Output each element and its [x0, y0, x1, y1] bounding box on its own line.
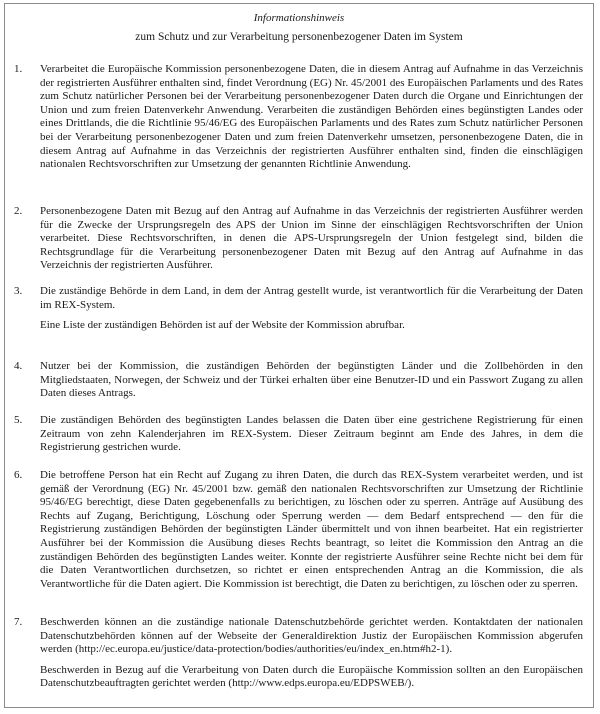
item-paragraph: Verarbeitet die Europäische Kommission personenbezogene Daten, die in diesem Antrag auf Aufnahme in das Verzeichnis der registrierten Ausführer enthalten sind, findet Verordnung (EG) Nr. 45/2001 des Europäischen Parlaments und des Rates zum Schutz natürlicher Personen bei der Verarbeitung personenbezogener Daten durch die Organe und Einrichtungen der Union und zum freien Datenverkehr Anwendung. Verarbeiten die zuständigen Behörden eines begünstigten Landes oder eines Drittlands, die die Richtlinie 95/46/EG des Europäischen Parlaments und des Rates zum Schutz natürlicher Personen bei der Verarbeitung personenbezogener Daten und zum freien Datenverkehr umsetzen, personenbezogene Daten, die in diesem Antrag auf Aufnahme in das Verzeichnis der registrierten Ausführer enthalten sind, finden die einschlägigen nationalen Rechtsvorschriften zur Umsetzung der genannten Richtlinie Anwendung. [40, 63, 583, 171]
notice-item-2 [5, 205, 593, 273]
notice-item-1 [5, 63, 593, 172]
item-paragraph: Beschwerden in Bezug auf die Verarbeitung von Daten durch die Europäische Kommission sollten an den Europäischen Datenschutzbeauftragten gerichtet werden (http://www.edps.europa.eu/EDPSWEB/). [40, 663, 583, 690]
item-number: 2. [14, 205, 23, 217]
item-number: 3. [14, 285, 23, 297]
item-paragraph: Die betroffene Person hat ein Recht auf Zugang zu ihren Daten, die durch das REX-System verarbeitet werden, und ist gemäß der Verordnung (EG) Nr. 45/2001 bzw. gemäß den nationalen Rechtsvorschriften zur Umsetzung der Richtlinie 95/46/EG berechtigt, diese Daten gegebenenfalls zu berichtigen, zu löschen oder zu sperren. Anträge auf Ausübung des Rechts auf Zugang, Berichtigung, Löschung oder Sperrung werden — dem Bedarf entsprechend — den für die Registrierung zuständigen Behörden der begünstigten Länder übermittelt und von ihnen bearbeitet. Hat ein registrierter Ausführer bei der Kommission die Ausübung dieses Rechts beantragt, so leitet die Kommission den Antrag an die zuständigen Behörden des begünstigten Landes weiter. Konnte der registrierte Ausführer seine Rechte nicht bei dem für die Daten Verantwortlichen durchsetzen, so richtet er einen entsprechenden Antrag an die Kommission, die als Verantwortliche für die Daten agiert. Die Kommission ist berechtigt, die Daten zu berichtigen, zu löschen oder zu sperren. [40, 469, 583, 590]
item-number: 5. [14, 414, 23, 426]
notice-item-5 [5, 414, 593, 455]
item-number: 6. [14, 469, 23, 481]
privacy-notice-box [4, 3, 594, 708]
item-paragraph: Die zuständige Behörde in dem Land, in dem der Antrag gestellt wurde, ist verantwortlich für die Verarbeitung der Daten im REX-System. [40, 285, 583, 311]
notice-title: Informationshinweis [253, 12, 345, 24]
item-paragraph: Die zuständigen Behörden des begünstigten Landes belassen die Daten über eine gestrichene Registrierung für einen Zeitraum von zehn Kalenderjahren im REX-System. Dieser Zeitraum beginnt am Ende des Jahres, in dem die Registrierung gestrichen wurde. [40, 414, 583, 454]
item-number: 4. [14, 360, 23, 372]
notice-subtitle: zum Schutz und zur Verarbeitung personenbezogener Daten im System [135, 31, 463, 43]
item-paragraph: Beschwerden können an die zuständige nationale Datenschutzbehörde gerichtet werden. Kontaktdaten der nationalen Datenschutzbehörden können auf der Webseite der Generaldirektion Justiz der Europäischen Kommission abgerufen werden (http://ec.europa.eu/justice/data-protection/bodies/authorities/eu/index_en.htm#h2-1). [40, 616, 583, 656]
notice-item-6 [5, 469, 593, 591]
notice-item-7 [5, 616, 593, 691]
notice-item-3 [5, 285, 593, 333]
item-number: 1. [14, 63, 23, 75]
item-paragraph: Eine Liste der zuständigen Behörden ist auf der Website der Kommission abrufbar. [40, 319, 405, 332]
item-number: 7. [14, 616, 23, 628]
item-paragraph: Nutzer bei der Kommission, die zuständigen Behörden der begünstigten Länder und die Zollbehörden in den Mitgliedstaaten, Norwegen, der Schweiz und der Türkei erhalten über eine Benutzer-ID und ein Passwort Zugang zu allen Daten dieses Antrags. [40, 360, 583, 400]
item-paragraph: Personenbezogene Daten mit Bezug auf den Antrag auf Aufnahme in das Verzeichnis der registrierten Ausführer werden für die Zwecke der Ursprungsregeln des APS der Union im Sinne der einschlägigen Rechtsvorschriften der Union verarbeitet. Diese Rechtsvorschriften, in denen die APS-Ursprungsregeln der Union festgelegt sind, bilden die Rechtsgrundlage für die Verarbeitung personenbezogener Daten mit Bezug auf den Antrag auf Aufnahme in das Verzeichnis der registrierten Ausführer. [40, 205, 583, 272]
notice-item-4 [5, 360, 593, 401]
